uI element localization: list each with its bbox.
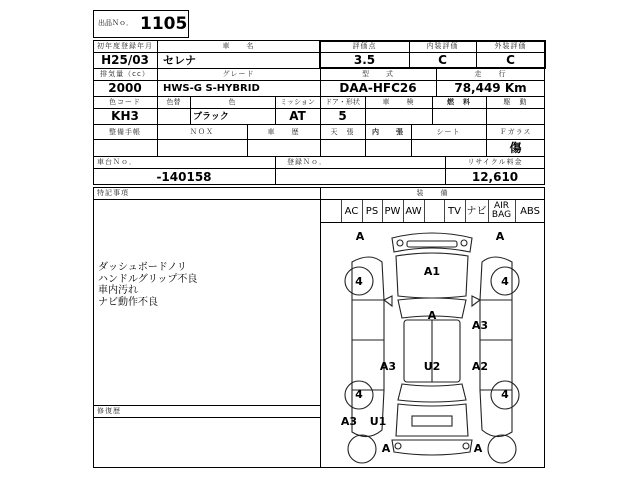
mileage-value: 78,449 Km bbox=[454, 81, 527, 95]
equip-ps: PS bbox=[365, 205, 379, 217]
manual-label: 整備手帳 bbox=[109, 127, 141, 136]
lot-number-label: 出品Ｎｏ． bbox=[98, 19, 133, 27]
exterior-value: C bbox=[506, 53, 515, 67]
interior-label: 内装評価 bbox=[426, 42, 459, 50]
mark-wheel-rl: 4 bbox=[355, 388, 363, 401]
recycle-value: 12,610 bbox=[471, 169, 519, 184]
equip-tv: TV bbox=[448, 205, 461, 217]
color-value: ブラック bbox=[193, 112, 229, 122]
equip-aw: AW bbox=[405, 205, 422, 217]
notes-header: 特記事項 bbox=[97, 189, 129, 197]
lot-number-value: 1105 bbox=[140, 14, 188, 34]
mission-label: ミッション bbox=[280, 98, 315, 106]
displacement-value: 2000 bbox=[108, 81, 142, 95]
nox-label: ＮＯＸ bbox=[190, 127, 214, 136]
mark-right-front-door: A3 bbox=[471, 319, 489, 332]
displacement-label: 排気量（cc） bbox=[100, 70, 150, 78]
year-label: 初年度登録年月 bbox=[97, 42, 153, 50]
mark-rear-center: U1 bbox=[369, 415, 387, 428]
lot-number-box bbox=[93, 10, 189, 38]
front-bumper-shape bbox=[392, 233, 472, 252]
car-damage-diagram bbox=[320, 222, 544, 464]
repair-history-label: 修復歴 bbox=[97, 407, 121, 415]
equip-airbag: AIR BAG bbox=[491, 201, 512, 220]
mark-rear-left: A3 bbox=[340, 415, 358, 428]
interior-value: C bbox=[438, 53, 447, 67]
equip-ac: AC bbox=[344, 205, 359, 217]
recycle-label: リサイクル料金 bbox=[467, 158, 523, 166]
equip-navi: ナビ bbox=[466, 205, 487, 217]
score-label: 評価点 bbox=[352, 42, 377, 50]
interior-ceiling-label: 内 張 bbox=[372, 127, 404, 136]
color-label: 色 bbox=[228, 98, 237, 106]
spare-wheel-right bbox=[488, 435, 516, 463]
note-item: ダッシュボードノリ bbox=[98, 262, 187, 273]
notes-list bbox=[98, 262, 197, 308]
model-value: DAA-HFC26 bbox=[339, 81, 417, 95]
note-item: ナビ動作不良 bbox=[98, 296, 158, 308]
mark-center: U2 bbox=[423, 360, 441, 373]
chassis-label: 車台Ｎｏ． bbox=[97, 158, 137, 166]
seat-label: シート bbox=[436, 127, 461, 136]
mission-value: AT bbox=[289, 109, 306, 123]
doors-value: 5 bbox=[338, 109, 347, 123]
grade-value: HWS-G S-HYBRID bbox=[163, 82, 260, 94]
chassis-value: -140158 bbox=[156, 169, 212, 184]
inspection-label: 車 検 bbox=[382, 98, 415, 106]
color-change-label: 色替 bbox=[166, 98, 181, 106]
exterior-label: 外装評価 bbox=[494, 42, 527, 50]
car-name-label: 車 名 bbox=[222, 42, 255, 50]
year-value: H25/03 bbox=[101, 53, 149, 67]
mark-bottom-left: A bbox=[381, 442, 391, 455]
car-name-value: セレナ bbox=[163, 54, 196, 67]
note-item: ハンドルグリップ不良 bbox=[98, 273, 198, 285]
fuel-label: 燃 料 bbox=[447, 98, 471, 106]
history-label: 車 歴 bbox=[267, 127, 300, 136]
mark-wheel-fr: 4 bbox=[501, 275, 509, 288]
mark-hood: A1 bbox=[423, 265, 441, 278]
color-code-value: KH3 bbox=[111, 109, 139, 123]
color-code-label: 色コード bbox=[109, 98, 141, 106]
score-value: 3.5 bbox=[353, 53, 376, 67]
mark-front-left: A bbox=[355, 230, 365, 243]
registration-label: 登録Ｎｏ． bbox=[287, 158, 327, 166]
mark-right-rear-door: A2 bbox=[471, 360, 489, 373]
equip-abs: ABS bbox=[520, 205, 540, 217]
doors-label: ドア・形状 bbox=[325, 98, 360, 106]
model-label: 型 式 bbox=[362, 70, 394, 78]
grade-label: グレード bbox=[222, 70, 255, 78]
equip-pw: PW bbox=[384, 205, 401, 217]
mark-wheel-fl: 4 bbox=[355, 275, 363, 288]
fglass-label: Ｆガラス bbox=[499, 127, 532, 136]
mark-left-rear-door: A3 bbox=[379, 360, 397, 373]
equipment-header: 装 備 bbox=[416, 189, 449, 197]
mark-bottom-right: A bbox=[473, 442, 483, 455]
note-item: 車内汚れ bbox=[98, 285, 138, 296]
tailgate-shape bbox=[396, 404, 468, 436]
rear-bumper-shape bbox=[392, 440, 472, 455]
mileage-label: 走 行 bbox=[474, 70, 507, 78]
sunroof-label: 天 張 bbox=[330, 127, 355, 136]
mark-roof-front: A bbox=[427, 309, 437, 322]
fglass-value: 傷 bbox=[509, 141, 522, 155]
equip-blank bbox=[424, 200, 444, 222]
mark-wheel-rr: 4 bbox=[501, 388, 509, 401]
spare-wheel-left bbox=[348, 435, 376, 463]
mark-front-right: A bbox=[495, 230, 505, 243]
drive-label: 駆 動 bbox=[503, 98, 528, 106]
